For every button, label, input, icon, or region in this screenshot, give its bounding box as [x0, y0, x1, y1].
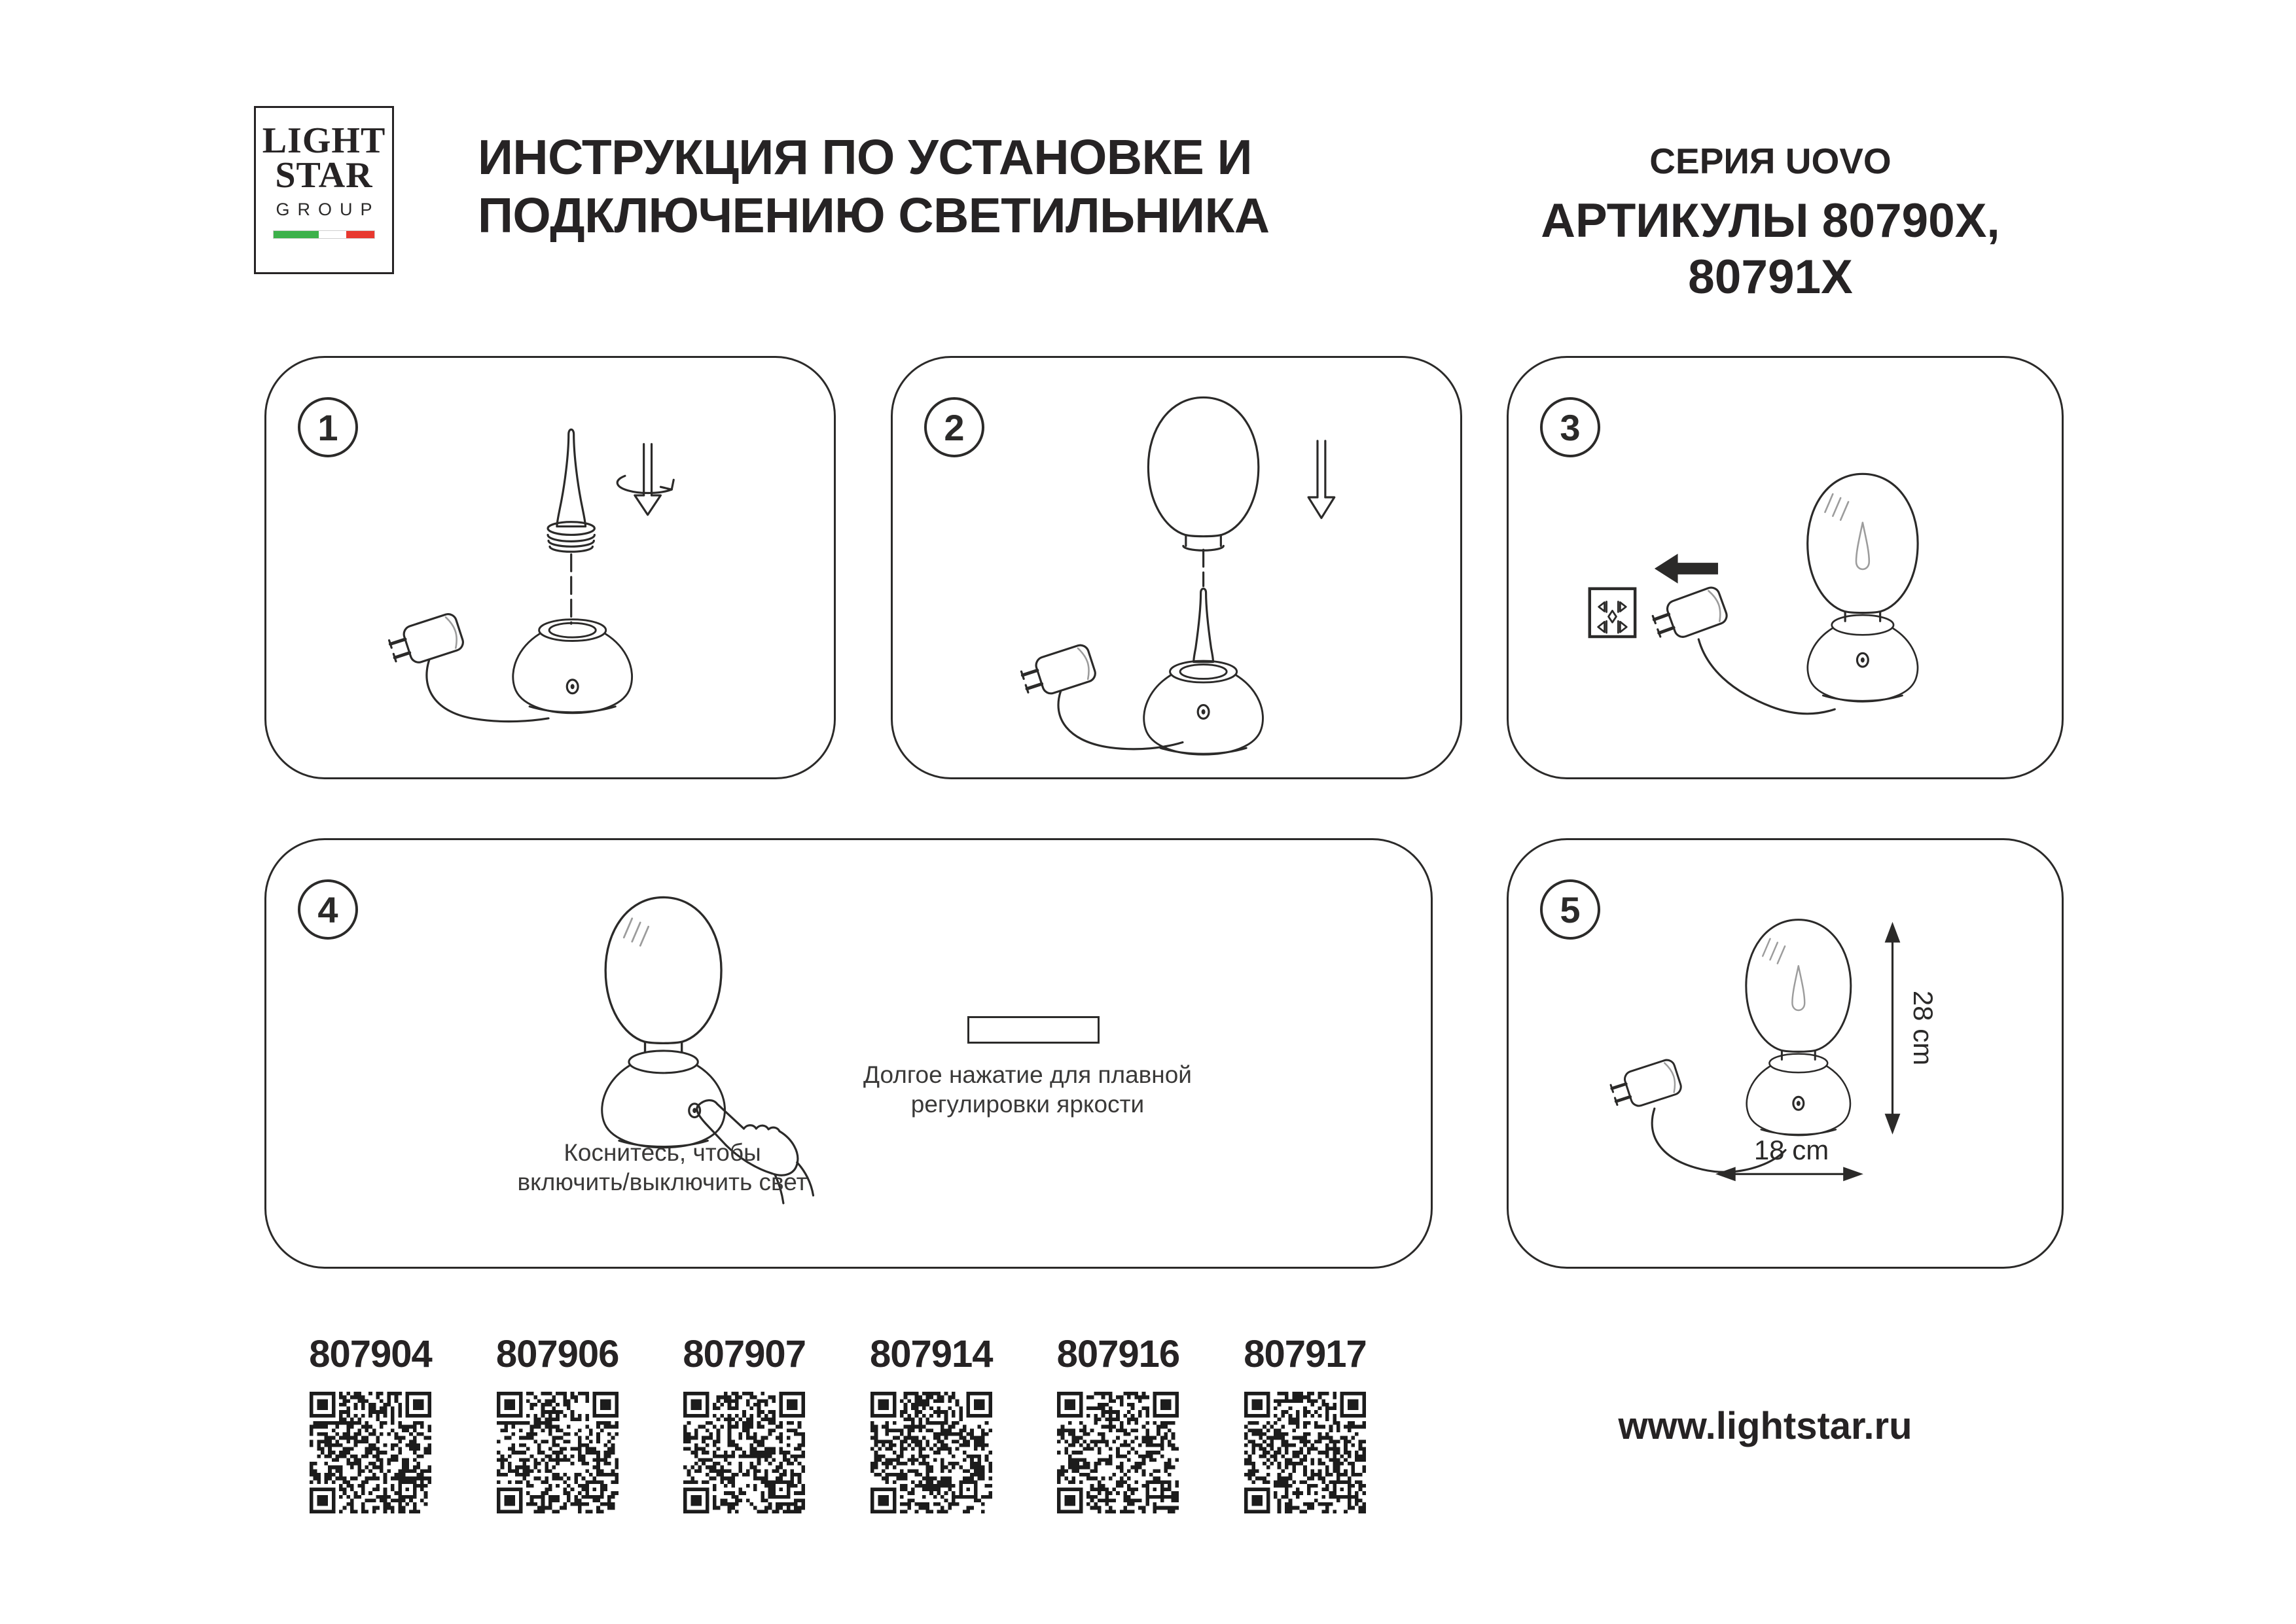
- page-title-line1: ИНСТРУКЦИЯ ПО УСТАНОВКЕ И: [478, 130, 1253, 185]
- height-dimension-label: 28 cm: [1908, 990, 1939, 1066]
- page-title: [478, 128, 1270, 245]
- qr-code: [1057, 1392, 1179, 1513]
- italian-flag-bar: [273, 230, 375, 239]
- hold-caption: [831, 1060, 1224, 1119]
- wall-socket-icon: [1590, 589, 1635, 637]
- inner-diffuser: [1792, 966, 1804, 1010]
- height-dimension-arrow: [1885, 922, 1901, 1135]
- series-label: СЕРИЯ UOVO: [1649, 141, 1892, 181]
- article-item: [681, 1332, 807, 1517]
- step-4-diagram: [266, 840, 1431, 1267]
- glass-shade: [605, 897, 721, 1051]
- glass-highlight: [1763, 939, 1785, 964]
- articles-row: [308, 1332, 1368, 1517]
- qr-code: [683, 1392, 805, 1513]
- qr-code: [310, 1392, 431, 1513]
- power-adapter: [1651, 586, 1729, 645]
- step-5-number: 5: [1560, 889, 1581, 930]
- qr-code: [1244, 1392, 1366, 1513]
- article-number: 807907: [683, 1333, 806, 1375]
- touch-button-dot: [1198, 705, 1209, 719]
- article-number: 807904: [309, 1333, 432, 1375]
- touch-button-dot: [567, 680, 578, 694]
- glass-shade: [1808, 474, 1918, 621]
- flag-red-segment: [346, 231, 374, 238]
- width-dimension-arrow: [1715, 1167, 1863, 1181]
- power-adapter: [1019, 643, 1098, 701]
- step-5-badge: [1540, 879, 1600, 940]
- glass-shade: [1746, 920, 1851, 1060]
- touch-button-bar: [967, 1016, 1100, 1044]
- step-1-panel: [264, 356, 836, 779]
- logo-light-text: LIGHT: [262, 120, 386, 161]
- width-dimension-label: 18 cm: [1753, 1135, 1829, 1165]
- touch-button-dot: [1857, 653, 1868, 667]
- flag-green-segment: [274, 231, 319, 238]
- inner-diffuser: [1856, 523, 1869, 569]
- spike-diffuser: [557, 429, 586, 526]
- touch-caption-line1: Коснитесь, чтобы: [564, 1139, 761, 1166]
- page-title-line2: ПОДКЛЮЧЕНИЮ СВЕТИЛЬНИКА: [478, 188, 1270, 243]
- power-cord: [427, 660, 548, 722]
- step-1-badge: [298, 397, 358, 457]
- article-number: 807917: [1244, 1333, 1367, 1375]
- articles-heading-line1: АРТИКУЛЫ 80790X,: [1541, 194, 2000, 247]
- articles-heading-line2: 80791X: [1688, 251, 1853, 304]
- touch-caption-line2: включить/выключить свет: [517, 1169, 808, 1195]
- hold-caption-line2: регулировки яркости: [910, 1091, 1145, 1118]
- qr-code: [870, 1392, 992, 1513]
- step-3-badge: [1540, 397, 1600, 457]
- article-item: [869, 1332, 994, 1517]
- step-1-number: 1: [317, 406, 338, 448]
- touch-button-dot: [1793, 1097, 1804, 1110]
- power-cord: [1058, 691, 1183, 749]
- glass-highlight: [624, 919, 648, 946]
- power-cord: [1698, 639, 1835, 714]
- power-adapter: [1609, 1058, 1683, 1112]
- lamp-base: [1747, 1054, 1850, 1135]
- logo-group-text: GROUP: [276, 200, 380, 219]
- article-number: 807914: [870, 1333, 993, 1375]
- article-item: [308, 1332, 433, 1517]
- article-number: 807916: [1056, 1333, 1180, 1375]
- logo-star-text: STAR: [275, 155, 373, 196]
- screw-down-arrow-icon: [617, 444, 673, 515]
- step-4-badge: [298, 879, 358, 940]
- article-item: [1242, 1332, 1368, 1517]
- article-number: 807906: [495, 1333, 619, 1375]
- article-item: [495, 1332, 620, 1517]
- lamp-base: [513, 620, 632, 713]
- step-3-panel: [1507, 356, 2064, 779]
- power-adapter: [387, 612, 465, 669]
- push-down-arrow-icon: [1308, 441, 1335, 518]
- step-4-panel: [264, 838, 1433, 1269]
- step-2-panel: [891, 356, 1462, 779]
- step-4-number: 4: [317, 889, 338, 930]
- step-3-number: 3: [1560, 406, 1581, 448]
- lamp-base: [602, 1051, 725, 1148]
- plug-in-arrow-icon: [1655, 554, 1718, 584]
- lightstar-logo: [254, 106, 394, 274]
- glass-shade: [1148, 397, 1258, 550]
- glass-highlight: [1825, 494, 1848, 520]
- spike-diffuser: [1194, 589, 1213, 662]
- step-5-panel: [1507, 838, 2064, 1269]
- hold-caption-line1: Долгое нажатие для плавной: [863, 1061, 1192, 1088]
- step-2-badge: [924, 397, 984, 457]
- qr-code: [497, 1392, 619, 1513]
- article-item: [1055, 1332, 1181, 1517]
- touch-caption: [466, 1138, 859, 1197]
- flag-white-segment: [319, 231, 346, 238]
- step-2-number: 2: [944, 406, 965, 448]
- lamp-base: [1144, 661, 1263, 754]
- website-url: www.lightstar.ru: [1618, 1405, 1912, 1447]
